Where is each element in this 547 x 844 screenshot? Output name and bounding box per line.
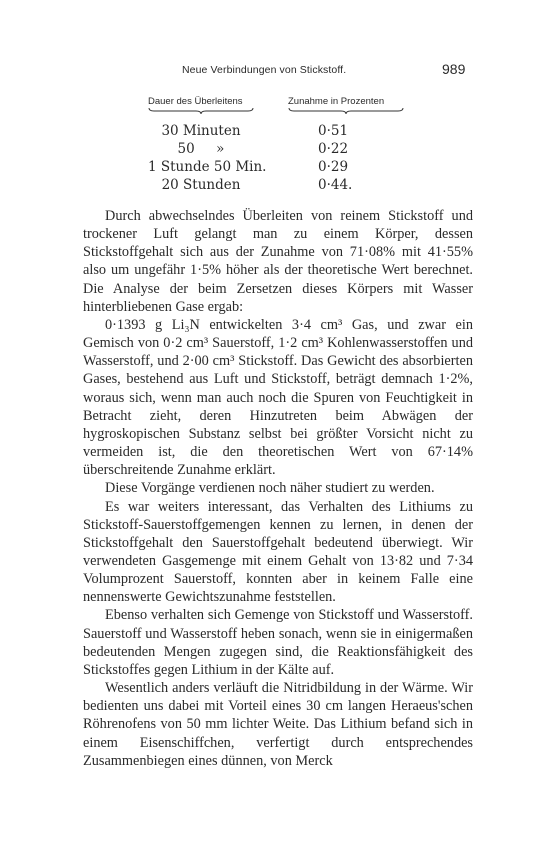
table-header-duration: Dauer des Überleitens [148, 96, 243, 107]
increase-cell: 0·51 [318, 123, 349, 139]
header-brace [148, 108, 254, 114]
running-title: Neue Verbindungen von Stickstoff. [182, 64, 347, 76]
paragraph: Durch abwechselndes Überleiten von reinem Stickstoff und trockener Luft gelangt man zu einem Körper, dessen Stickstoffgehalt sich aus der Zunahme von 71·08% mit 41·55% also um ungefähr 1·5% höher als der theoretische Wert berechnet. Die Analyse der beim Zersetzen dieses Körpers mit Wasser hinterbliebenen Gase ergab: [83, 208, 473, 315]
increase-cell: 0·29 [318, 159, 349, 175]
table-row [148, 159, 408, 177]
table-header-increase: Zunahme in Prozenten [288, 96, 385, 107]
header-brace [288, 108, 404, 114]
page-number: 989 [442, 61, 466, 77]
duration-cell: 1 Stunde 50 Min. [148, 159, 267, 175]
increase-cell: 0·22 [318, 141, 349, 157]
paragraph: 0·1393 g Li₃N entwickelten 3·4 cm³ Gas, und zwar ein Gemisch von 0·2 cm³ Sauerstoff, 1·2 cm³ Kohlenwasserstoffen und Wasserstoff, und 2·00 cm³ Stickstoff. Das Gewicht des absorbierten Gases, bestehend aus Luft und Stickstoff, beträgt demnach 1·2%, woraus sich, wenn man auch noch die Spuren von Feuchtigkeit in Betracht zieht, deren Hinzutreten beim Abwägen der hygroskopischen Substanz selbst bei größter Vorsicht nicht zu vermeiden ist, die den theoretischen Wert von 67·14% überschreitende Zunahme erklärt. [83, 316, 473, 479]
increase-cell: 0·44. [318, 177, 353, 193]
table-row [148, 123, 408, 141]
table-row [148, 177, 408, 195]
duration-cell: 30 Minuten [161, 123, 241, 139]
paragraph: Ebenso verhalten sich Gemenge von Stickstoff und Wasserstoff. Sauerstoff und Wasserstoff heben sonach, wenn sie in einigermaßen bedeutenden Mengen zugegen sind, die Reaktionsfähigkeit des Stickstoffes gegen Lithium in der Kälte auf. [83, 607, 473, 678]
paragraph: Es war weiters interessant, das Verhalten des Lithiums zu Stickstoff-Sauerstoffgemengen kennen zu lernen, in denen der Stickstoffgehalt den Sauerstoffgehalt bedeutend überwiegt. Wir verwendeten Gasgemenge mit einem Gehalt von 13·82 und 7·34 Volumprozent Sauerstoff, konnten aber in keinem Falle eine nennenswerte Gewichtszunahme feststellen. [83, 498, 473, 606]
paragraph: Wesentlich anders verläuft die Nitridbildung in der Wärme. Wir bedienten uns dabei mit Vorteil eines 30 cm langen Heraeus'schen Röhrenofens von 50 mm lichter Weite. Das Lithium befand sich in einem Eisenschiffchen, verfertigt durch entsprechendes Zusammenbiegen eines dünnen, von Merck [83, 680, 473, 769]
duration-cell: 20 Stunden [161, 177, 241, 193]
duration-cell: 50 » [177, 141, 225, 157]
table-row [148, 141, 408, 159]
body-text [83, 207, 473, 770]
running-head [0, 61, 547, 80]
paragraph: Diese Vorgänge verdienen noch näher studiert zu werden. [105, 480, 435, 497]
